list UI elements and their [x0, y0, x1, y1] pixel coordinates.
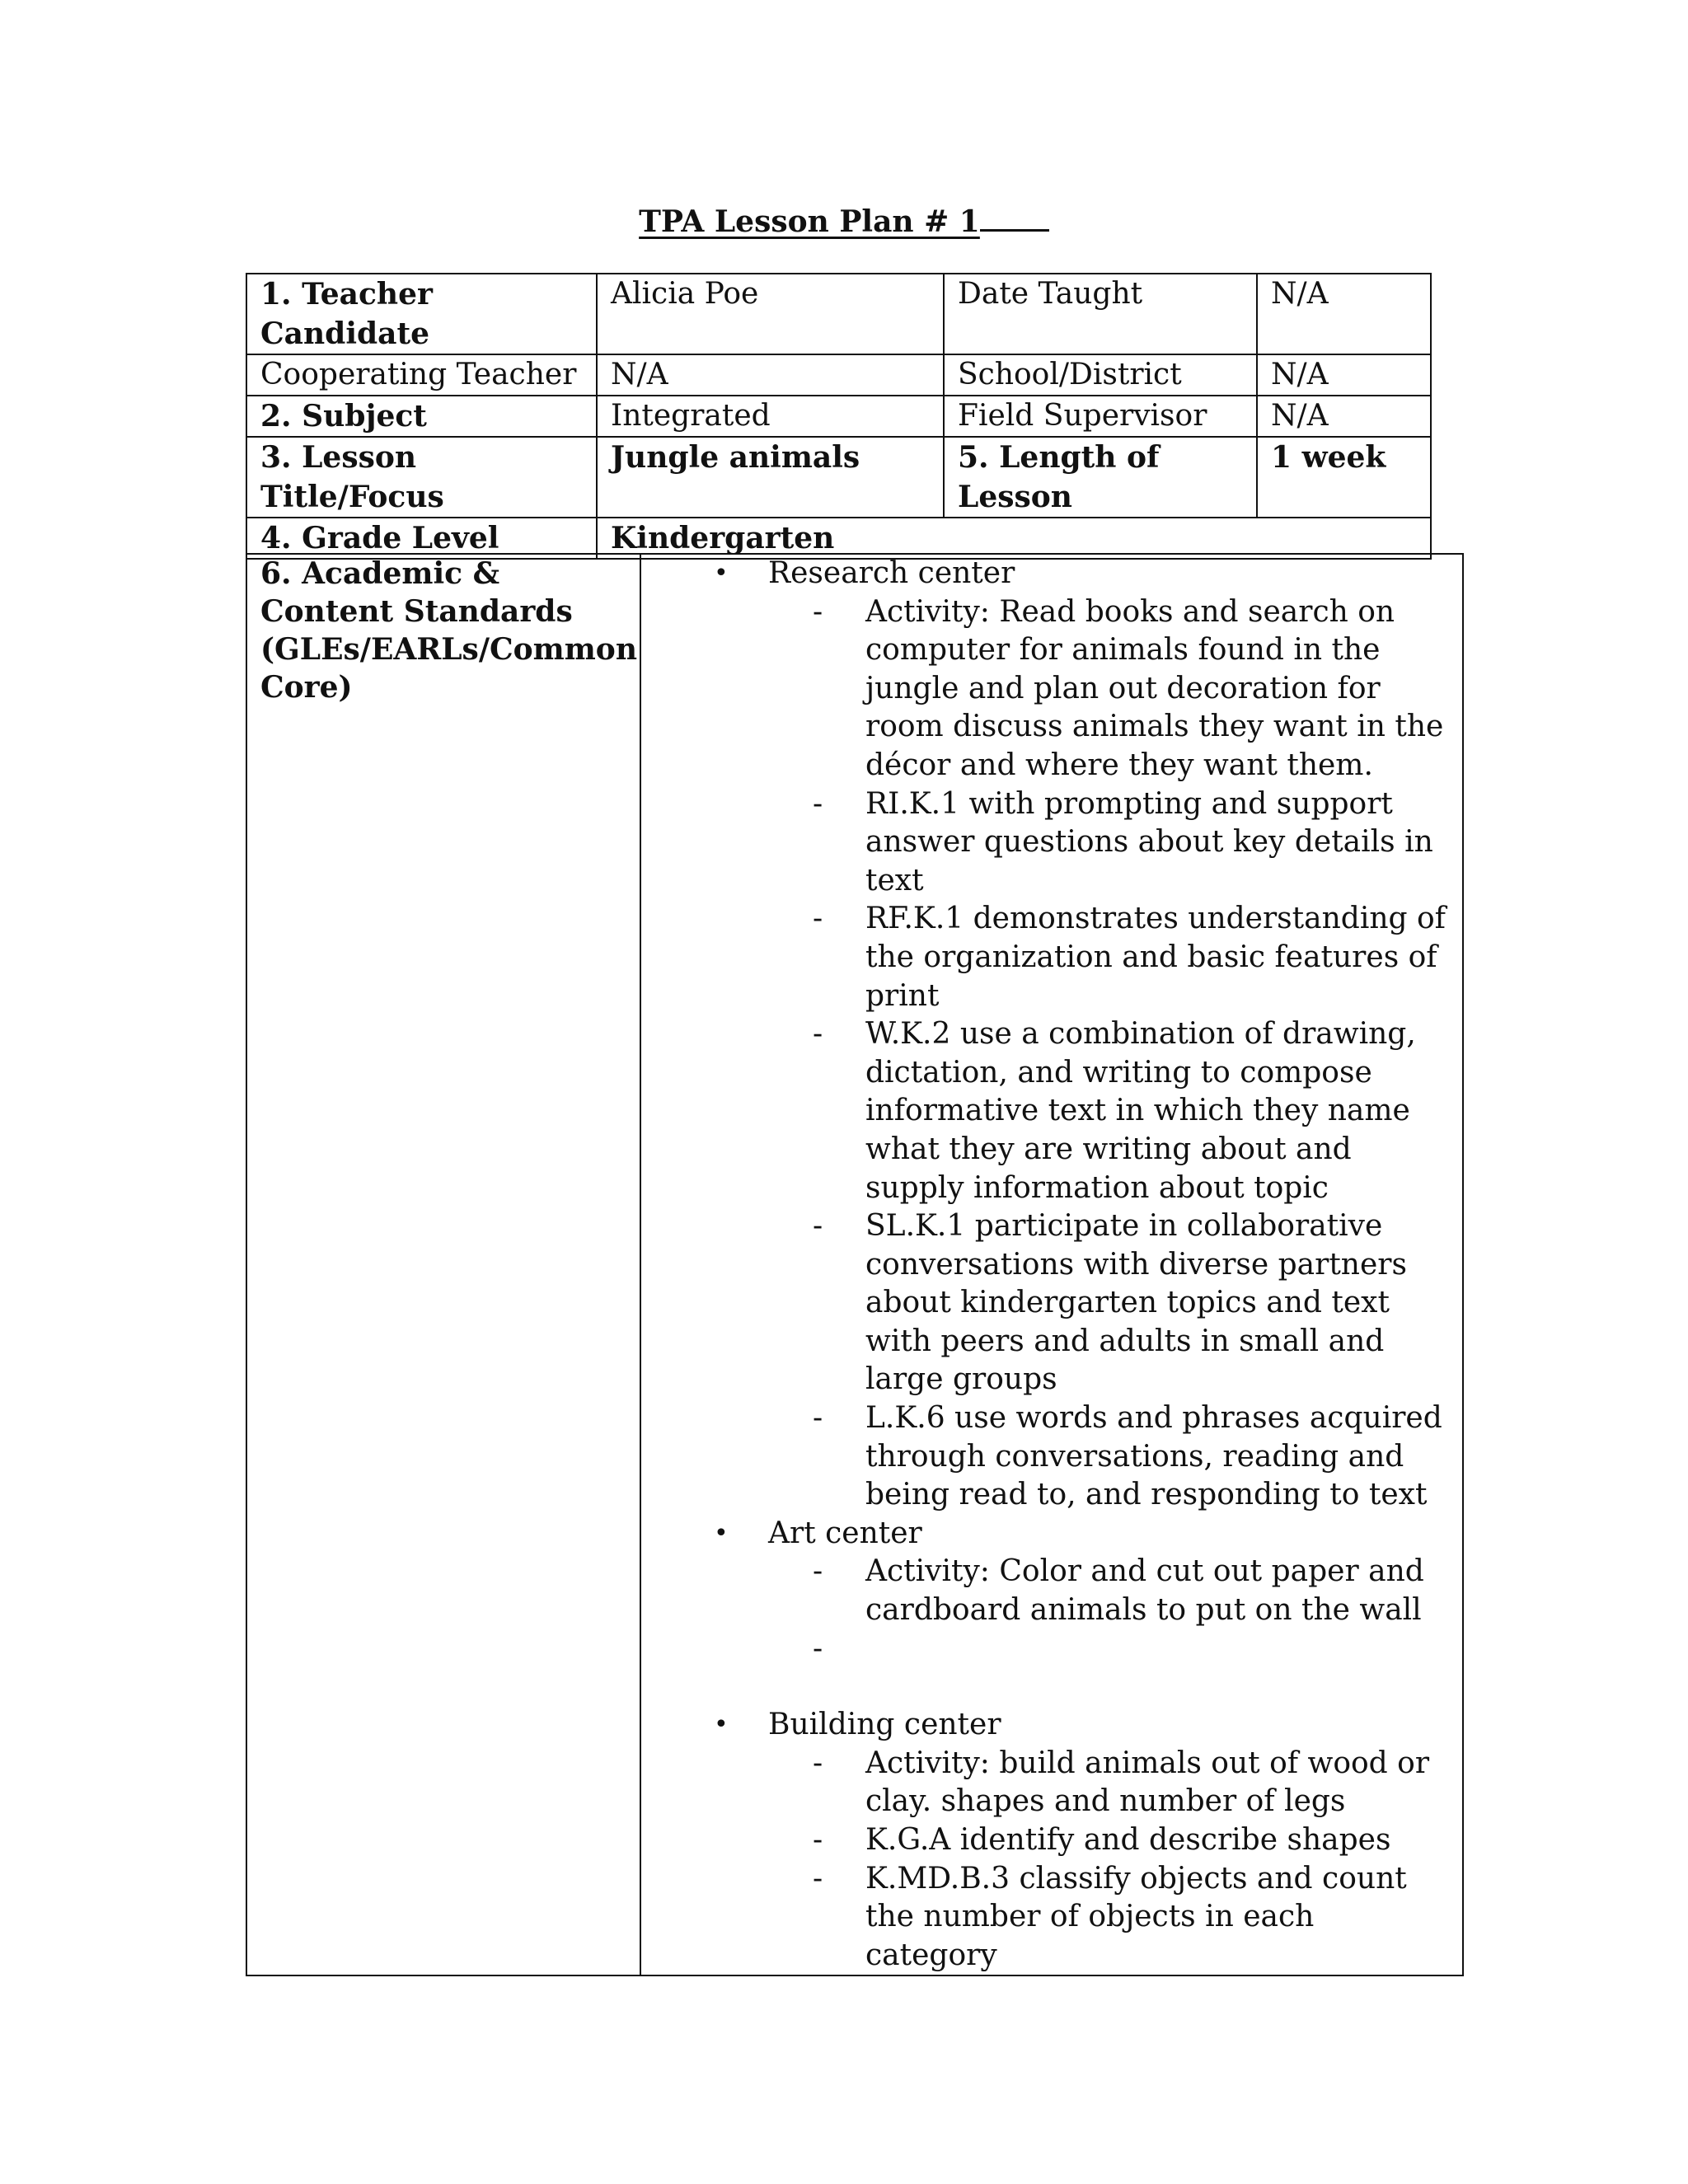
center-name: Research center — [768, 556, 1015, 590]
dash-icon: - — [813, 1861, 823, 1896]
sub-list-item — [767, 1860, 1447, 1975]
center-name: Building center — [768, 1708, 1001, 1742]
info-row-teacher-candidate — [246, 274, 1431, 354]
center-item — [654, 1706, 1447, 1975]
sub-item-text: K.MD.B.3 classify objects and count the number of objects in each category — [865, 1861, 1407, 1972]
grade-level-label: 4. Grade Level — [246, 518, 597, 559]
lesson-title-value: Jungle animals — [597, 437, 944, 518]
subject-value: Integrated — [597, 396, 944, 437]
dash-icon: - — [813, 1017, 823, 1052]
date-taught-value: N/A — [1257, 274, 1431, 354]
page-title — [0, 196, 1688, 243]
teacher-candidate-value: Alicia Poe — [597, 274, 944, 354]
school-district-label: School/District — [944, 354, 1257, 396]
lesson-plan-title: TPA Lesson Plan # 1 — [639, 204, 980, 239]
dash-icon: - — [813, 1401, 823, 1436]
dash-icon: - — [813, 1554, 823, 1589]
field-supervisor-value: N/A — [1257, 396, 1431, 437]
info-row-lesson-title — [246, 437, 1431, 518]
sub-item-text: L.K.6 use words and phrases acquired through conversations, reading and being read to, and responding to text — [865, 1401, 1442, 1512]
center-sub-list — [768, 593, 1447, 1515]
dash-icon: - — [813, 594, 823, 629]
field-supervisor-label: Field Supervisor — [944, 396, 1257, 437]
length-of-lesson-value: 1 week — [1257, 437, 1431, 518]
sub-item-text: RI.K.1 with prompting and support answer questions about key details in text — [865, 786, 1433, 898]
sub-item-text: Activity: build animals out of wood or clay. shapes and number of legs — [865, 1746, 1430, 1819]
teacher-candidate-label: 1. Teacher Candidate — [246, 274, 597, 354]
sub-list-item — [767, 785, 1447, 901]
info-row-cooperating-teacher — [246, 354, 1431, 396]
standards-row — [246, 554, 1463, 1975]
cooperating-teacher-value: N/A — [597, 354, 944, 396]
sub-list-item — [767, 1553, 1447, 1629]
date-taught-label: Date Taught — [944, 274, 1257, 354]
sub-list-item — [767, 1745, 1447, 1821]
sub-list-item — [767, 1399, 1447, 1515]
standards-label: 6. Academic & Content Standards (GLEs/EARLs/Common Core) — [246, 554, 640, 1975]
sub-list-item — [767, 593, 1447, 785]
sub-list-item — [767, 1015, 1447, 1207]
length-of-lesson-label: 5. Length of Lesson — [944, 437, 1257, 518]
sub-list-item — [767, 1630, 1447, 1669]
center-sub-list — [768, 1745, 1447, 1975]
center-sub-list — [768, 1553, 1447, 1668]
lesson-title-label: 3. Lesson Title/Focus — [246, 437, 597, 518]
cooperating-teacher-label: Cooperating Teacher — [246, 354, 597, 396]
lesson-info-table — [246, 273, 1432, 560]
subject-label: 2. Subject — [246, 396, 597, 437]
dash-icon: - — [813, 786, 823, 821]
bullet-icon: • — [714, 1710, 729, 1740]
standards-content — [640, 554, 1463, 1975]
grade-level-value: Kindergarten — [597, 518, 1431, 559]
sub-list-item — [767, 1821, 1447, 1860]
info-row-subject — [246, 396, 1431, 437]
title-blank-line — [980, 196, 1049, 232]
dash-icon: - — [813, 1823, 823, 1857]
center-name: Art center — [768, 1516, 922, 1550]
sub-item-text: K.G.A identify and describe shapes — [865, 1823, 1391, 1857]
sub-item-text: SL.K.1 participate in collaborative conversations with diverse partners about kindergarten topics and text with peers and adults in small and large groups — [865, 1209, 1407, 1397]
bullet-icon: • — [714, 1518, 729, 1548]
school-district-value: N/A — [1257, 354, 1431, 396]
blank-spacer — [654, 1668, 1447, 1706]
standards-table — [246, 553, 1464, 1976]
sub-item-text: W.K.2 use a combination of drawing, dictation, and writing to compose informative text in which they name what they are writing about and supply information about topic — [865, 1017, 1416, 1205]
dash-icon: - — [813, 1209, 823, 1244]
sub-item-text: Activity: Color and cut out paper and cardboard animals to put on the wall — [865, 1554, 1424, 1628]
sub-item-text: Activity: Read books and search on computer for animals found in the jungle and plan out decoration for room discuss animals they want in the décor and where they want them. — [865, 594, 1444, 782]
sub-list-item — [767, 1207, 1447, 1399]
center-item — [654, 1515, 1447, 1668]
sub-item-text: RF.K.1 demonstrates understanding of the organization and basic features of print — [865, 902, 1447, 1013]
dash-icon: - — [813, 902, 823, 936]
dash-icon: - — [813, 1746, 823, 1780]
dash-icon: - — [813, 1631, 823, 1666]
sub-list-item — [767, 900, 1447, 1015]
center-item — [654, 555, 1447, 1515]
centers-list — [654, 555, 1447, 1975]
bullet-icon: • — [714, 559, 729, 588]
